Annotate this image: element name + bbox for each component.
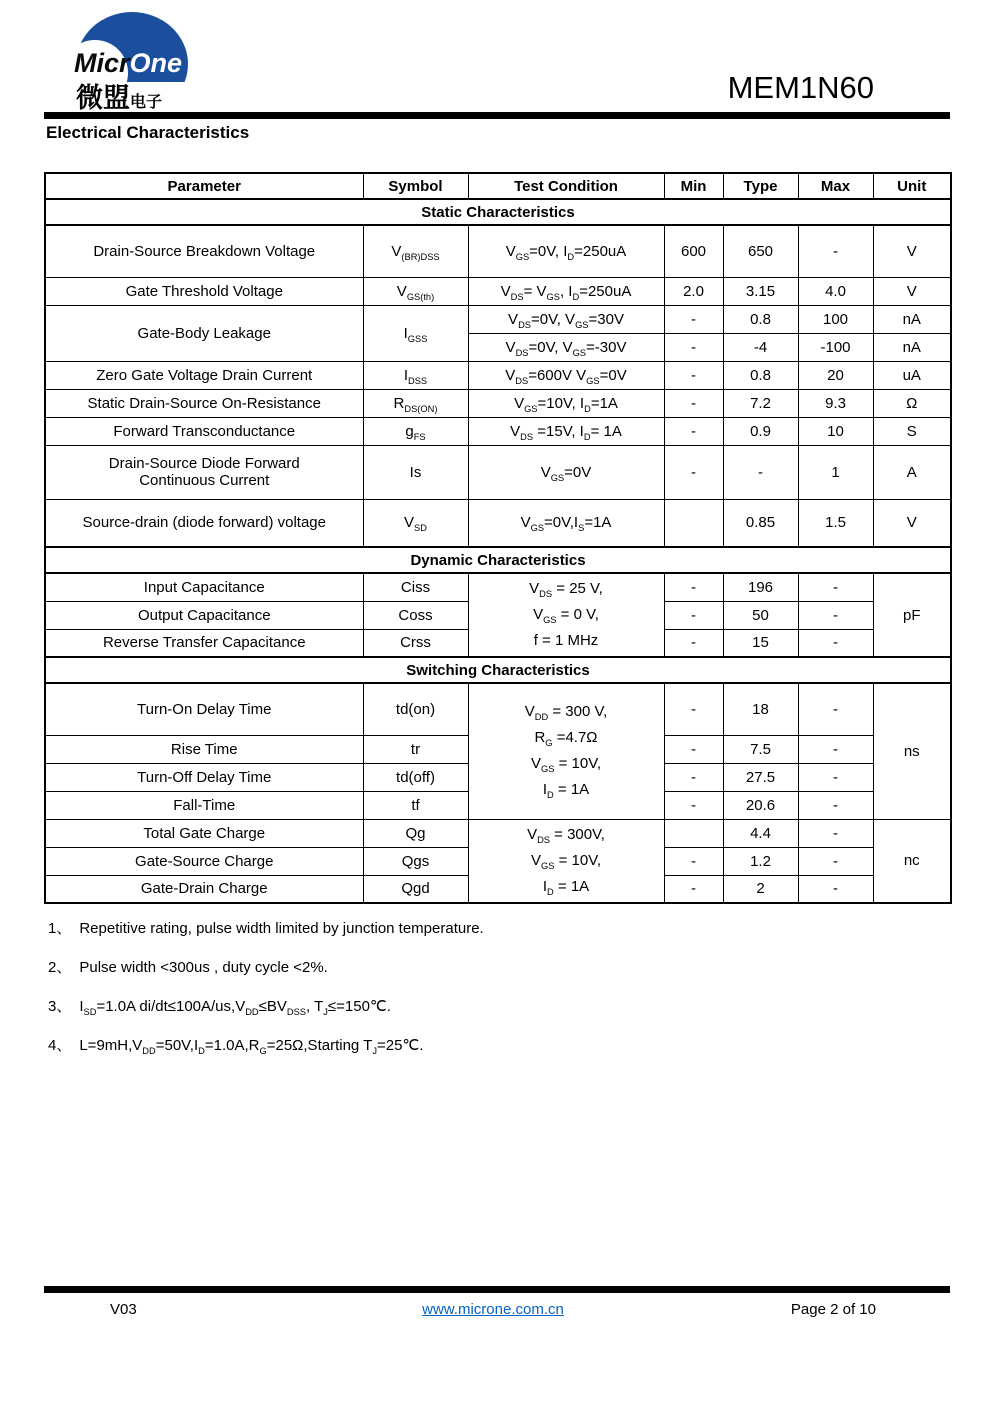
cell-min: - xyxy=(664,601,723,629)
cell-symbol: Ciss xyxy=(363,573,468,601)
cell-condition: $V_{GS}=10V$, $I_D=1A$ xyxy=(468,389,664,417)
cell-unit: V xyxy=(873,225,951,277)
footnote-2: 2、 Pulse width <300us , duty cycle <2%. xyxy=(48,959,328,976)
cell-symbol: Qgs xyxy=(363,847,468,875)
cell-param: Drain-Source Breakdown Voltage xyxy=(45,225,363,277)
section-title: Switching Characteristics xyxy=(45,657,951,683)
cell-type: 650 xyxy=(723,225,798,277)
cell-max: - xyxy=(798,735,873,763)
footnotes xyxy=(48,918,950,1057)
cell-symbol: $I_{GSS}$ xyxy=(363,305,468,361)
cell-type: 18 xyxy=(723,683,798,735)
cell-condition: $V_{GS}=0V,I_S=1A$ xyxy=(468,499,664,547)
col-max: Max xyxy=(798,173,873,199)
cell-condition-merged: $V_{DS} = 25$ V, $V_{GS} = 0$ V, f = 1 MHz xyxy=(468,573,664,657)
cell-symbol: $V_{GS(th)}$ xyxy=(363,277,468,305)
cell-max: - xyxy=(798,683,873,735)
cell-unit-merged: nc xyxy=(873,819,951,903)
table-row xyxy=(45,683,951,735)
cell-type: - xyxy=(723,445,798,499)
cell-type: 3.15 xyxy=(723,277,798,305)
cell-unit-merged: pF xyxy=(873,573,951,657)
cell-condition: $V_{GS}=0V$ xyxy=(468,445,664,499)
cell-condition: $V_{DS}=600V$ $V_{GS}=0V$ xyxy=(468,361,664,389)
cell-max: 4.0 xyxy=(798,277,873,305)
cell-type: 196 xyxy=(723,573,798,601)
cell-param: Reverse Transfer Capacitance xyxy=(45,629,363,657)
cell-min: 600 xyxy=(664,225,723,277)
cell-param: Drain-Source Diode Forward Continuous Current xyxy=(45,445,363,499)
cell-max: 1.5 xyxy=(798,499,873,547)
col-symbol: Symbol xyxy=(363,173,468,199)
cell-min: 2.0 xyxy=(664,277,723,305)
footnote-3: 3、 $I_{SD}=1.0A$ $di/dt\le 100A/us,V_{DD}\le BV_{DSS}$, $T_J\le=150℃$. xyxy=(48,998,391,1017)
cell-min: - xyxy=(664,791,723,819)
cell-condition-merged: $V_{DS} = 300V$, $V_{GS} = 10V$, $I_D = 1A$ xyxy=(468,819,664,903)
logo-brand-one: One xyxy=(129,48,183,78)
cell-param: Source-drain (diode forward) voltage xyxy=(45,499,363,547)
cell-max: 9.3 xyxy=(798,389,873,417)
cell-param: Rise Time xyxy=(45,735,363,763)
cell-symbol: $I_{DSS}$ xyxy=(363,361,468,389)
cell-max: - xyxy=(798,847,873,875)
cell-min: - xyxy=(664,417,723,445)
cell-type: 0.9 xyxy=(723,417,798,445)
cell-unit: Ω xyxy=(873,389,951,417)
cell-max: 20 xyxy=(798,361,873,389)
electrical-characteristics-table xyxy=(44,172,952,904)
section-title: Dynamic Characteristics xyxy=(45,547,951,573)
cell-unit: uA xyxy=(873,361,951,389)
cell-param: Gate-Source Charge xyxy=(45,847,363,875)
cell-min: - xyxy=(664,333,723,361)
section-static xyxy=(45,199,951,225)
cell-min: - xyxy=(664,763,723,791)
section-switching xyxy=(45,657,951,683)
company-logo xyxy=(60,8,260,112)
cell-type: 0.85 xyxy=(723,499,798,547)
cell-symbol: td(on) xyxy=(363,683,468,735)
cell-max: 100 xyxy=(798,305,873,333)
cell-min: - xyxy=(664,361,723,389)
footer-divider xyxy=(44,1286,950,1293)
cell-type: 7.2 xyxy=(723,389,798,417)
cell-param: Gate-Body Leakage xyxy=(45,305,363,361)
table-row xyxy=(45,445,951,499)
col-unit: Unit xyxy=(873,173,951,199)
footnote-1: 1、 Repetitive rating, pulse width limited by junction temperature. xyxy=(48,920,484,937)
cell-symbol: Qg xyxy=(363,819,468,847)
table-row xyxy=(45,389,951,417)
cell-unit: nA xyxy=(873,333,951,361)
cell-symbol: $R_{DS(ON)}$ xyxy=(363,389,468,417)
cell-param: Static Drain-Source On-Resistance xyxy=(45,389,363,417)
section-title: Static Characteristics xyxy=(45,199,951,225)
cell-symbol: td(off) xyxy=(363,763,468,791)
cell-min xyxy=(664,499,723,547)
cell-max: - xyxy=(798,225,873,277)
logo-chinese-text: 微盟电子 xyxy=(76,83,163,113)
cell-max: - xyxy=(798,573,873,601)
cell-param: Fall-Time xyxy=(45,791,363,819)
cell-max: - xyxy=(798,875,873,903)
section-dynamic xyxy=(45,547,951,573)
cell-param: Gate-Drain Charge xyxy=(45,875,363,903)
logo-brand-text xyxy=(74,48,182,78)
cell-condition: $V_{GS}=0V$, $I_D=250uA$ xyxy=(468,225,664,277)
table-row xyxy=(45,573,951,601)
cell-type: 50 xyxy=(723,601,798,629)
cell-condition: $V_{DS}= V_{GS}$, $I_D=250uA$ xyxy=(468,277,664,305)
cell-param: Input Capacitance xyxy=(45,573,363,601)
cell-type: 2 xyxy=(723,875,798,903)
cell-param: Output Capacitance xyxy=(45,601,363,629)
cell-type: 0.8 xyxy=(723,361,798,389)
cell-min: - xyxy=(664,847,723,875)
page-number: Page 2 of 10 xyxy=(790,1301,876,1318)
cell-unit: nA xyxy=(873,305,951,333)
cell-symbol: Qgd xyxy=(363,875,468,903)
cell-symbol: $g_{FS}$ xyxy=(363,417,468,445)
cell-symbol: $V_{SD}$ xyxy=(363,499,468,547)
part-number: MEM1N60 xyxy=(727,70,874,105)
cell-max: - xyxy=(798,819,873,847)
col-type: Type xyxy=(723,173,798,199)
website-link[interactable]: www.microne.com.cn xyxy=(422,1301,564,1318)
cell-min: - xyxy=(664,875,723,903)
cell-param: Forward Transconductance xyxy=(45,417,363,445)
cell-param: Turn-On Delay Time xyxy=(45,683,363,735)
cell-type: 20.6 xyxy=(723,791,798,819)
cell-max: -100 xyxy=(798,333,873,361)
cell-min: - xyxy=(664,735,723,763)
cell-type: 4.4 xyxy=(723,819,798,847)
cell-min: - xyxy=(664,573,723,601)
header-divider xyxy=(44,112,950,119)
masthead xyxy=(44,8,950,112)
cell-max: - xyxy=(798,791,873,819)
cell-type: 7.5 xyxy=(723,735,798,763)
cell-type: 15 xyxy=(723,629,798,657)
table-row xyxy=(45,361,951,389)
table-row xyxy=(45,499,951,547)
cell-unit-merged: ns xyxy=(873,683,951,819)
cell-max: 1 xyxy=(798,445,873,499)
cell-min: - xyxy=(664,629,723,657)
cell-unit: V xyxy=(873,277,951,305)
footnote-4: 4、 $L=9mH,V_{DD}=50V,I_D=1.0A,R_G=25\Omega,Starting$ $T_J=25℃$. xyxy=(48,1037,424,1056)
table-header-row xyxy=(45,173,951,199)
table-row xyxy=(45,225,951,277)
cell-unit: V xyxy=(873,499,951,547)
cell-type: 27.5 xyxy=(723,763,798,791)
cell-type: 1.2 xyxy=(723,847,798,875)
doc-version: V03 xyxy=(110,1301,137,1318)
col-parameter: Parameter xyxy=(45,173,363,199)
cell-symbol: tr xyxy=(363,735,468,763)
table-row xyxy=(45,305,951,333)
cell-min xyxy=(664,819,723,847)
cell-type: -4 xyxy=(723,333,798,361)
cell-min: - xyxy=(664,305,723,333)
cell-condition: $V_{DS}=0V$, $V_{GS}=-30V$ xyxy=(468,333,664,361)
cell-condition: $V_{DS} =15V$, $I_D= 1A$ xyxy=(468,417,664,445)
cell-param: Turn-Off Delay Time xyxy=(45,763,363,791)
cell-min: - xyxy=(664,683,723,735)
page-title: Electrical Characteristics xyxy=(46,123,250,142)
col-test-condition: Test Condition xyxy=(468,173,664,199)
cell-symbol: tf xyxy=(363,791,468,819)
cell-param: Gate Threshold Voltage xyxy=(45,277,363,305)
cell-unit: A xyxy=(873,445,951,499)
table-row xyxy=(45,277,951,305)
cell-max: - xyxy=(798,763,873,791)
logo-brand-micr: Micr xyxy=(74,48,130,78)
table-row xyxy=(45,417,951,445)
cell-max: 10 xyxy=(798,417,873,445)
col-min: Min xyxy=(664,173,723,199)
cell-param: Zero Gate Voltage Drain Current xyxy=(45,361,363,389)
cell-min: - xyxy=(664,389,723,417)
cell-type: 0.8 xyxy=(723,305,798,333)
cell-unit: S xyxy=(873,417,951,445)
cell-max: - xyxy=(798,601,873,629)
cell-symbol: Coss xyxy=(363,601,468,629)
cell-min: - xyxy=(664,445,723,499)
table-row xyxy=(45,819,951,847)
cell-param: Total Gate Charge xyxy=(45,819,363,847)
cell-symbol: $V_{(BR)DSS}$ xyxy=(363,225,468,277)
cell-condition: $V_{DS}=0V$, $V_{GS}=30V$ xyxy=(468,305,664,333)
cell-symbol: Crss xyxy=(363,629,468,657)
page-footer xyxy=(44,1286,950,1318)
cell-symbol: Is xyxy=(363,445,468,499)
cell-condition-merged: $V_{DD} = 300$ V, $R_G =4.7\Omega$ $V_{GS} = 10V$, $I_D = 1A$ xyxy=(468,683,664,819)
cell-max: - xyxy=(798,629,873,657)
